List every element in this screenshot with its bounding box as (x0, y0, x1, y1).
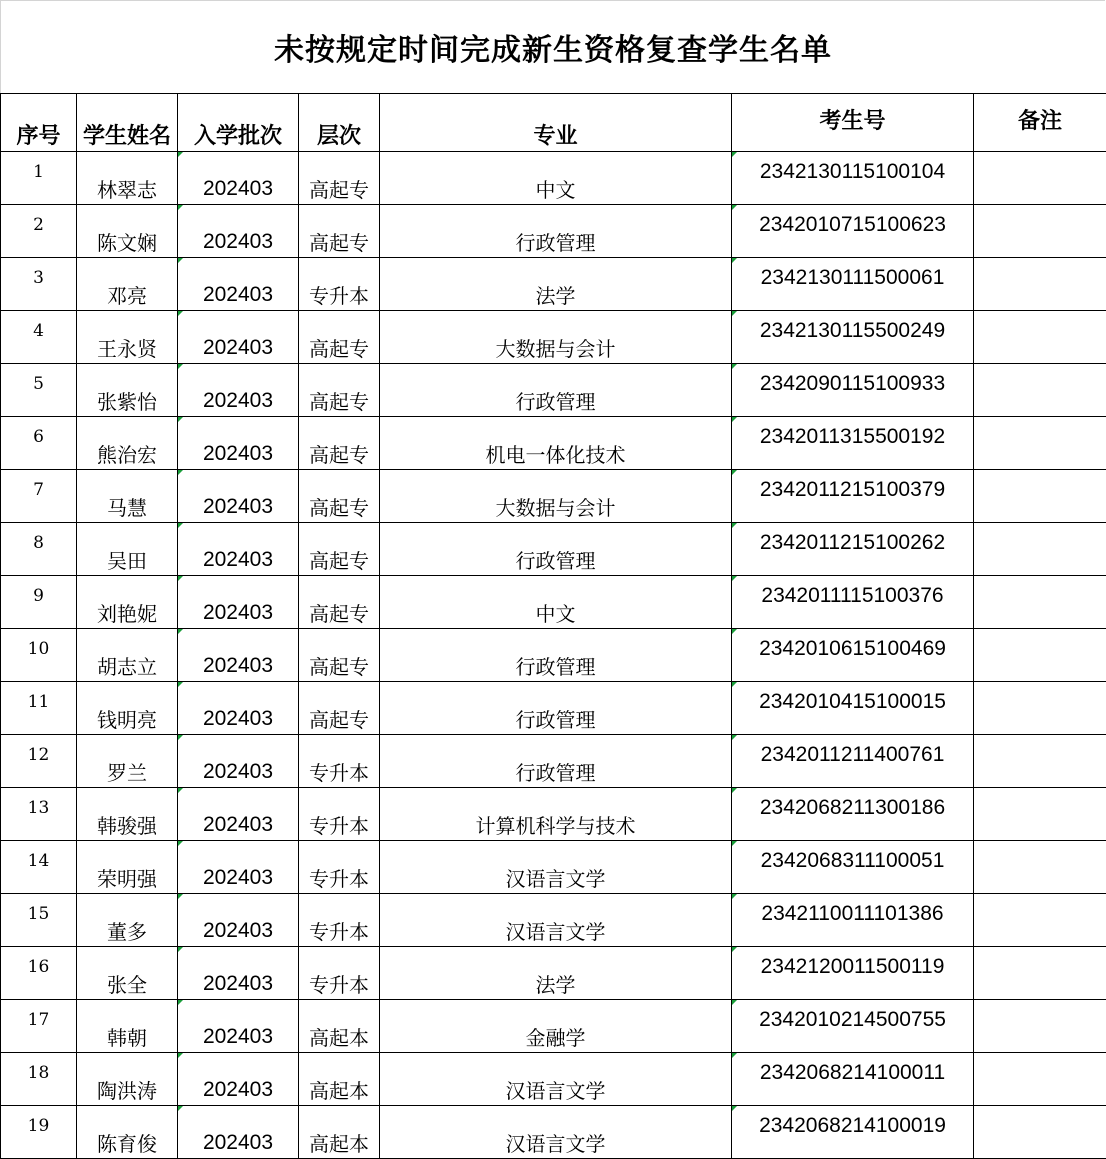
cell-major[interactable]: 法学 (380, 947, 732, 1000)
cell-seq[interactable]: 7 (1, 470, 77, 523)
cell-name[interactable]: 张全 (77, 947, 178, 1000)
cell-seq[interactable]: 19 (1, 1106, 77, 1159)
cell-note[interactable] (974, 152, 1106, 205)
cell-batch[interactable]: 202403 (178, 152, 299, 205)
cell-exam-no[interactable]: 2342068211300186 (732, 788, 974, 841)
cell-note[interactable] (974, 788, 1106, 841)
cell-level[interactable]: 高起本 (299, 1053, 380, 1106)
cell-name[interactable]: 马慧 (77, 470, 178, 523)
cell-name[interactable]: 邓亮 (77, 258, 178, 311)
table-row (1, 1106, 1106, 1159)
cell-batch[interactable]: 202403 (178, 629, 299, 682)
cell-major[interactable]: 计算机科学与技术 (380, 788, 732, 841)
cell-seq[interactable]: 10 (1, 629, 77, 682)
cell-major[interactable]: 大数据与会计 (380, 311, 732, 364)
cell-exam-no[interactable]: 2342068214100019 (732, 1106, 974, 1159)
cell-major[interactable]: 行政管理 (380, 629, 732, 682)
table-row (1, 947, 1106, 1000)
cell-level[interactable]: 高起专 (299, 629, 380, 682)
header-seq: 序号 (1, 94, 77, 152)
table-row (1, 576, 1106, 629)
cell-exam-no[interactable]: 2342011211400761 (732, 735, 974, 788)
cell-exam-no[interactable]: 2342011115100376 (732, 576, 974, 629)
cell-note[interactable] (974, 894, 1106, 947)
cell-batch[interactable]: 202403 (178, 576, 299, 629)
table-row (1, 258, 1106, 311)
cell-major[interactable]: 行政管理 (380, 205, 732, 258)
cell-major[interactable]: 行政管理 (380, 682, 732, 735)
header-name: 学生姓名 (77, 94, 178, 152)
table-row (1, 1053, 1106, 1106)
table-row (1, 152, 1106, 205)
table-row (1, 523, 1106, 576)
cell-major[interactable]: 行政管理 (380, 364, 732, 417)
cell-seq[interactable]: 8 (1, 523, 77, 576)
cell-exam-no[interactable]: 2342130115100104 (732, 152, 974, 205)
cell-seq[interactable]: 17 (1, 1000, 77, 1053)
cell-exam-no[interactable]: 2342011215100379 (732, 470, 974, 523)
cell-major[interactable]: 中文 (380, 152, 732, 205)
cell-note[interactable] (974, 258, 1106, 311)
cell-major[interactable]: 行政管理 (380, 523, 732, 576)
table-row (1, 1000, 1106, 1053)
cell-exam-no[interactable]: 2342010415100015 (732, 682, 974, 735)
cell-exam-no[interactable]: 2342130111500061 (732, 258, 974, 311)
cell-level[interactable]: 专升本 (299, 735, 380, 788)
cell-name[interactable]: 陶洪涛 (77, 1053, 178, 1106)
cell-exam-no[interactable]: 2342011215100262 (732, 523, 974, 576)
cell-name[interactable]: 董多 (77, 894, 178, 947)
cell-level[interactable]: 高起本 (299, 1000, 380, 1053)
table-row (1, 682, 1106, 735)
cell-major[interactable]: 法学 (380, 258, 732, 311)
cell-note[interactable] (974, 364, 1106, 417)
cell-level[interactable]: 高起专 (299, 417, 380, 470)
cell-note[interactable] (974, 523, 1106, 576)
cell-exam-no[interactable]: 2342130115500249 (732, 311, 974, 364)
cell-note[interactable] (974, 470, 1106, 523)
cell-note[interactable] (974, 682, 1106, 735)
cell-level[interactable]: 高起专 (299, 682, 380, 735)
cell-level[interactable]: 高起专 (299, 205, 380, 258)
cell-exam-no[interactable]: 2342110011101386 (732, 894, 974, 947)
header-batch: 入学批次 (178, 94, 299, 152)
header-exam-no: 考生号 (732, 94, 974, 152)
table-row (1, 735, 1106, 788)
cell-major[interactable]: 中文 (380, 576, 732, 629)
cell-name[interactable]: 韩骏强 (77, 788, 178, 841)
cell-note[interactable] (974, 311, 1106, 364)
cell-batch[interactable]: 202403 (178, 682, 299, 735)
student-table (0, 93, 1106, 1159)
table-row (1, 311, 1106, 364)
cell-batch[interactable]: 202403 (178, 841, 299, 894)
cell-name[interactable]: 熊治宏 (77, 417, 178, 470)
cell-batch[interactable]: 202403 (178, 1106, 299, 1159)
cell-level[interactable]: 高起专 (299, 152, 380, 205)
cell-seq[interactable]: 15 (1, 894, 77, 947)
table-row (1, 894, 1106, 947)
cell-seq[interactable]: 18 (1, 1053, 77, 1106)
cell-level[interactable]: 高起专 (299, 576, 380, 629)
cell-batch[interactable]: 202403 (178, 205, 299, 258)
cell-seq[interactable]: 9 (1, 576, 77, 629)
cell-exam-no[interactable]: 2342068311100051 (732, 841, 974, 894)
cell-batch[interactable]: 202403 (178, 417, 299, 470)
table-row (1, 841, 1106, 894)
cell-name[interactable]: 吴田 (77, 523, 178, 576)
cell-major[interactable]: 汉语言文学 (380, 841, 732, 894)
cell-name[interactable]: 王永贤 (77, 311, 178, 364)
cell-exam-no[interactable]: 2342120011500119 (732, 947, 974, 1000)
cell-seq[interactable]: 11 (1, 682, 77, 735)
table-row (1, 470, 1106, 523)
cell-batch[interactable]: 202403 (178, 788, 299, 841)
cell-batch[interactable]: 202403 (178, 523, 299, 576)
cell-major[interactable]: 行政管理 (380, 735, 732, 788)
cell-note[interactable] (974, 417, 1106, 470)
cell-note[interactable] (974, 735, 1106, 788)
cell-name[interactable]: 荣明强 (77, 841, 178, 894)
cell-batch[interactable]: 202403 (178, 894, 299, 947)
cell-seq[interactable]: 5 (1, 364, 77, 417)
cell-exam-no[interactable]: 2342010715100623 (732, 205, 974, 258)
cell-exam-no[interactable]: 2342010214500755 (732, 1000, 974, 1053)
cell-level[interactable]: 高起专 (299, 470, 380, 523)
cell-major[interactable]: 汉语言文学 (380, 1053, 732, 1106)
cell-seq[interactable]: 6 (1, 417, 77, 470)
table-row (1, 629, 1106, 682)
cell-batch[interactable]: 202403 (178, 735, 299, 788)
cell-level[interactable]: 专升本 (299, 841, 380, 894)
header-note: 备注 (974, 94, 1106, 152)
cell-name[interactable]: 韩朝 (77, 1000, 178, 1053)
cell-seq[interactable]: 16 (1, 947, 77, 1000)
cell-batch[interactable]: 202403 (178, 947, 299, 1000)
cell-note[interactable] (974, 1000, 1106, 1053)
page-title: 未按规定时间完成新生资格复查学生名单 (0, 0, 1106, 93)
cell-name[interactable]: 胡志立 (77, 629, 178, 682)
cell-seq[interactable]: 4 (1, 311, 77, 364)
cell-batch[interactable]: 202403 (178, 364, 299, 417)
cell-seq[interactable]: 3 (1, 258, 77, 311)
table-row (1, 205, 1106, 258)
cell-name[interactable]: 林翠志 (77, 152, 178, 205)
cell-batch[interactable]: 202403 (178, 1053, 299, 1106)
cell-major[interactable]: 机电一体化技术 (380, 417, 732, 470)
cell-name[interactable]: 罗兰 (77, 735, 178, 788)
cell-note[interactable] (974, 841, 1106, 894)
cell-note[interactable] (974, 1053, 1106, 1106)
cell-note[interactable] (974, 1106, 1106, 1159)
cell-major[interactable]: 大数据与会计 (380, 470, 732, 523)
cell-note[interactable] (974, 576, 1106, 629)
cell-exam-no[interactable]: 2342090115100933 (732, 364, 974, 417)
cell-exam-no[interactable]: 2342011315500192 (732, 417, 974, 470)
cell-level[interactable]: 专升本 (299, 258, 380, 311)
cell-level[interactable]: 高起专 (299, 364, 380, 417)
cell-level[interactable]: 高起专 (299, 311, 380, 364)
cell-note[interactable] (974, 205, 1106, 258)
cell-batch[interactable]: 202403 (178, 311, 299, 364)
cell-level[interactable]: 专升本 (299, 894, 380, 947)
cell-seq[interactable]: 1 (1, 152, 77, 205)
cell-batch[interactable]: 202403 (178, 258, 299, 311)
cell-note[interactable] (974, 629, 1106, 682)
cell-name[interactable]: 钱明亮 (77, 682, 178, 735)
cell-seq[interactable]: 12 (1, 735, 77, 788)
cell-note[interactable] (974, 947, 1106, 1000)
cell-major[interactable]: 金融学 (380, 1000, 732, 1053)
cell-batch[interactable]: 202403 (178, 470, 299, 523)
header-level: 层次 (299, 94, 380, 152)
cell-level[interactable]: 专升本 (299, 788, 380, 841)
table-row (1, 788, 1106, 841)
table-row (1, 364, 1106, 417)
cell-seq[interactable]: 14 (1, 841, 77, 894)
cell-name[interactable]: 陈育俊 (77, 1106, 178, 1159)
cell-exam-no[interactable]: 2342068214100011 (732, 1053, 974, 1106)
cell-name[interactable]: 刘艳妮 (77, 576, 178, 629)
cell-level[interactable]: 高起本 (299, 1106, 380, 1159)
cell-major[interactable]: 汉语言文学 (380, 1106, 732, 1159)
cell-seq[interactable]: 13 (1, 788, 77, 841)
cell-major[interactable]: 汉语言文学 (380, 894, 732, 947)
header-row (1, 94, 1106, 152)
cell-batch[interactable]: 202403 (178, 1000, 299, 1053)
cell-name[interactable]: 张紫怡 (77, 364, 178, 417)
cell-seq[interactable]: 2 (1, 205, 77, 258)
cell-name[interactable]: 陈文娴 (77, 205, 178, 258)
header-major: 专业 (380, 94, 732, 152)
cell-exam-no[interactable]: 2342010615100469 (732, 629, 974, 682)
cell-level[interactable]: 高起专 (299, 523, 380, 576)
table-row (1, 417, 1106, 470)
cell-level[interactable]: 专升本 (299, 947, 380, 1000)
